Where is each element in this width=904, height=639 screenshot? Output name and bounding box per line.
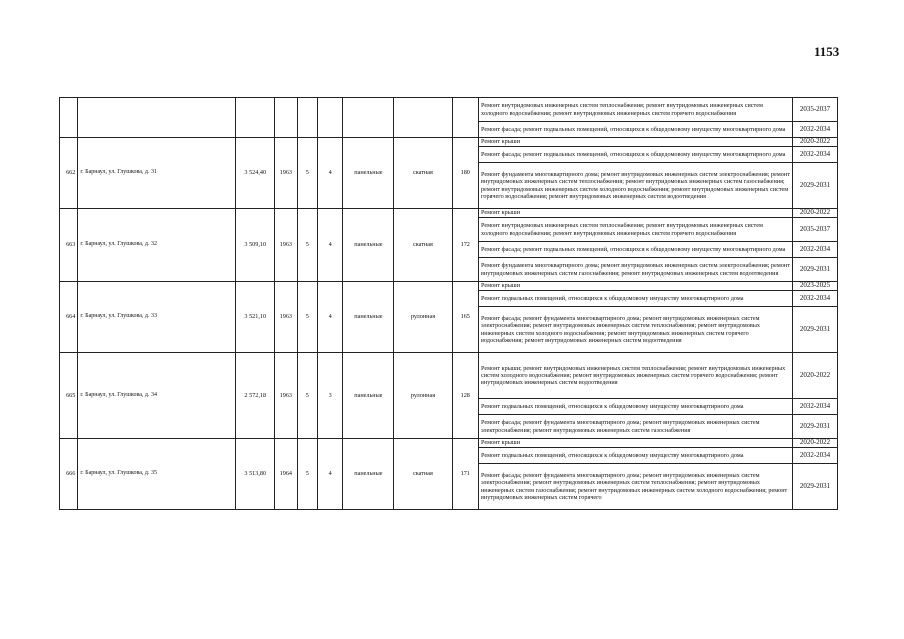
- work-description: Ремонт крыши: [479, 439, 793, 448]
- table-row: [60, 138, 838, 147]
- work-period: 2020-2022: [793, 209, 838, 218]
- entrances-count: 4: [317, 439, 342, 510]
- work-description: Ремонт фасада; ремонт подвальных помещений, относящихся к общедомовому имуществу многоквартирного дома: [479, 122, 793, 138]
- entrances-cell: [317, 98, 342, 138]
- work-period: 2032-2034: [793, 291, 838, 307]
- wall-material: панельные: [343, 282, 394, 353]
- work-description: Ремонт фасада; ремонт подвальных помещений, относящихся к общедомовому имуществу многоквартирного дома: [479, 147, 793, 163]
- row-number: 663: [60, 209, 78, 282]
- work-description: Ремонт крыши: [479, 282, 793, 291]
- table-row: [60, 98, 838, 122]
- work-description: Ремонт фундамента многоквартирного дома; ремонт внутридомовых инженерных систем электроснабжения; ремонт внутридомовых инженерных систем теплоснабжения; ремонт внутридомовых инженерных систем газоснабжения; ремонт внутридомовых инженерных систем холодного водоснабжения; ремонт внутридомовых инженерных систем горячего водоснабжения; ремонт внутридомовых инженерных систем водоотведения: [479, 163, 793, 209]
- build-year: 1963: [275, 353, 297, 439]
- work-period: 2032-2034: [793, 122, 838, 138]
- work-period: 2029-2031: [793, 415, 838, 439]
- table-body: [60, 98, 838, 510]
- num-cell: [60, 98, 78, 138]
- address: г. Барнаул, ул. Глушкова, д. 32: [78, 209, 236, 282]
- work-description: Ремонт подвальных помещений, относящихся к общедомовому имуществу многоквартирного дома: [479, 399, 793, 415]
- work-description: Ремонт подвальных помещений, относящихся к общедомовому имуществу многоквартирного дома: [479, 448, 793, 464]
- row-number: 666: [60, 439, 78, 510]
- table-row: [60, 353, 838, 399]
- floors-cell: [297, 98, 317, 138]
- apartments-count: 165: [452, 282, 479, 353]
- work-period: 2035-2037: [793, 98, 838, 122]
- apartments-count: 172: [452, 209, 479, 282]
- floors-count: 5: [297, 138, 317, 209]
- apartments-count: 180: [452, 138, 479, 209]
- floors-count: 5: [297, 209, 317, 282]
- work-period: 2020-2022: [793, 439, 838, 448]
- work-description: Ремонт фасада; ремонт фундамента многоквартирного дома; ремонт внутридомовых инженерных систем электроснабжения; ремонт внутридомовых инженерных систем теплоснабжения; ремонт внутридомовых инженерных систем газоснабжения; ремонт внутридомовых инженерных систем холодного водоснабжения; ремонт внутридомовых инженерных систем горячего: [479, 464, 793, 510]
- year-cell: [275, 98, 297, 138]
- apartments-cell: [452, 98, 479, 138]
- address: г. Барнаул, ул. Глушкова, д. 33: [78, 282, 236, 353]
- work-description: Ремонт внутридомовых инженерных систем теплоснабжения; ремонт внутридомовых инженерных систем холодного водоснабжения; ремонт внутридомовых инженерных систем горячего водоснабжения: [479, 98, 793, 122]
- area-cell: [236, 98, 275, 138]
- entrances-count: 4: [317, 209, 342, 282]
- work-description: Ремонт крыши: [479, 209, 793, 218]
- work-description: Ремонт подвальных помещений, относящихся к общедомовому имуществу многоквартирного дома: [479, 291, 793, 307]
- capital-repair-table: [59, 97, 838, 510]
- roof-cell: [394, 98, 452, 138]
- floors-count: 5: [297, 282, 317, 353]
- work-period: 2032-2034: [793, 242, 838, 258]
- work-description: Ремонт крыши: [479, 138, 793, 147]
- address-cell: [78, 98, 236, 138]
- table-row: [60, 282, 838, 291]
- work-period: 2020-2022: [793, 353, 838, 399]
- apartments-count: 128: [452, 353, 479, 439]
- build-year: 1963: [275, 138, 297, 209]
- floors-count: 5: [297, 353, 317, 439]
- roof-type: скатная: [394, 439, 452, 510]
- total-area: 2 572,18: [236, 353, 275, 439]
- work-period: 2029-2031: [793, 307, 838, 353]
- roof-type: рулонная: [394, 282, 452, 353]
- work-description: Ремонт крыши; ремонт внутридомовых инженерных систем теплоснабжения; ремонт внутридомовых инженерных систем холодного водоснабжения; ремонт внутридомовых инженерных систем горячего водоснабжения; ремонт внутридомовых инженерных систем водоотведения: [479, 353, 793, 399]
- work-description: Ремонт фасада; ремонт фундамента многоквартирного дома; ремонт внутридомовых инженерных систем электроснабжения; ремонт внутридомовых инженерных систем теплоснабжения; ремонт внутридомовых инженерных систем холодного водоснабжения; ремонт внутридомовых инженерных систем горячего водоснабжения; ремонт внутридомовых инженерных систем водоотведения: [479, 307, 793, 353]
- walls-cell: [343, 98, 394, 138]
- floors-count: 5: [297, 439, 317, 510]
- total-area: 3 521,10: [236, 282, 275, 353]
- work-period: 2032-2034: [793, 448, 838, 464]
- page-number: 1153: [814, 44, 840, 59]
- roof-type: рулонная: [394, 353, 452, 439]
- work-period: 2029-2031: [793, 258, 838, 282]
- work-period: 2029-2031: [793, 163, 838, 209]
- build-year: 1963: [275, 282, 297, 353]
- entrances-count: 4: [317, 282, 342, 353]
- address: г. Барнаул, ул. Глушкова, д. 31: [78, 138, 236, 209]
- wall-material: панельные: [343, 138, 394, 209]
- work-period: 2032-2034: [793, 147, 838, 163]
- roof-type: скатная: [394, 138, 452, 209]
- work-period: 2029-2031: [793, 464, 838, 510]
- work-description: Ремонт фасада; ремонт подвальных помещений, относящихся к общедомовому имуществу многоквартирного дома: [479, 242, 793, 258]
- total-area: 3 513,80: [236, 439, 275, 510]
- wall-material: панельные: [343, 353, 394, 439]
- entrances-count: 4: [317, 138, 342, 209]
- wall-material: панельные: [343, 439, 394, 510]
- work-description: Ремонт фасада; ремонт фундамента многоквартирного дома; ремонт внутридомовых инженерных систем электроснабжения; ремонт внутридомовых инженерных систем газоснабжения: [479, 415, 793, 439]
- total-area: 3 524,40: [236, 138, 275, 209]
- table-row: [60, 439, 838, 448]
- work-description: Ремонт внутридомовых инженерных систем теплоснабжения; ремонт внутридомовых инженерных систем холодного водоснабжения; ремонт внутридомовых инженерных систем горячего водоснабжения: [479, 218, 793, 242]
- work-description: Ремонт фундамента многоквартирного дома; ремонт внутридомовых инженерных систем электроснабжения; ремонт внутридомовых инженерных систем газоснабжения; ремонт внутридомовых инженерных систем водоотведения: [479, 258, 793, 282]
- row-number: 662: [60, 138, 78, 209]
- apartments-count: 171: [452, 439, 479, 510]
- work-period: 2032-2034: [793, 399, 838, 415]
- work-period: 2023-2025: [793, 282, 838, 291]
- roof-type: скатная: [394, 209, 452, 282]
- row-number: 665: [60, 353, 78, 439]
- entrances-count: 3: [317, 353, 342, 439]
- row-number: 664: [60, 282, 78, 353]
- address: г. Барнаул, ул. Глушкова, д. 34: [78, 353, 236, 439]
- build-year: 1964: [275, 439, 297, 510]
- work-period: 2035-2037: [793, 218, 838, 242]
- table-row: [60, 209, 838, 218]
- build-year: 1963: [275, 209, 297, 282]
- address: г. Барнаул, ул. Глушкова, д. 35: [78, 439, 236, 510]
- work-period: 2020-2022: [793, 138, 838, 147]
- wall-material: панельные: [343, 209, 394, 282]
- total-area: 3 509,10: [236, 209, 275, 282]
